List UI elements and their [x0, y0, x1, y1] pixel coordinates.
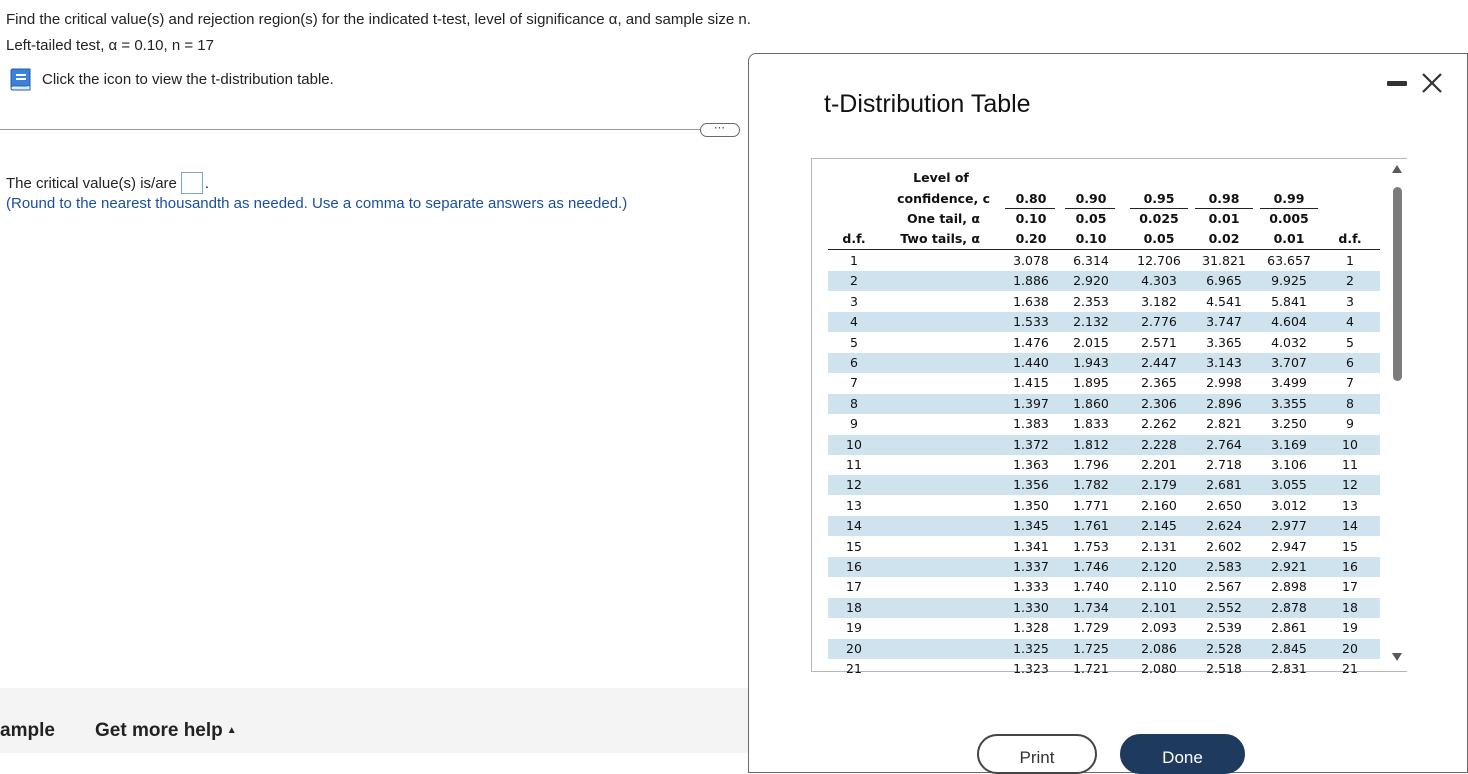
t-value-cell: 2.681 [1206, 477, 1242, 493]
df-cell: 18 [846, 599, 862, 615]
t-table [812, 159, 1388, 676]
t-value-cell: 2.179 [1141, 477, 1177, 493]
t-value-cell: 31.821 [1202, 253, 1246, 268]
t-value-cell: 2.571 [1141, 334, 1177, 350]
t-value-cell: 1.363 [1013, 457, 1049, 472]
t-value-cell: 2.539 [1206, 620, 1242, 636]
question-text: Find the critical value(s) and rejection region(s) for the indicated t-test, level of significance α, and sample size n. [6, 11, 751, 28]
table-row [828, 598, 1380, 618]
t-value-cell: 1.397 [1013, 395, 1049, 411]
t-value-cell: 2.650 [1206, 497, 1242, 513]
t-value-cell: 1.771 [1073, 497, 1109, 513]
two-tails-label: Two tails, α [900, 231, 980, 246]
t-value-cell: 1.796 [1073, 457, 1109, 472]
dialog-title: t-Distribution Table [824, 90, 1031, 118]
table-row [828, 557, 1380, 577]
t-value-cell: 1.341 [1013, 538, 1049, 554]
t-value-cell: 1.476 [1013, 334, 1049, 350]
t-value-cell: 3.012 [1271, 497, 1307, 513]
table-row [828, 516, 1380, 536]
df-cell: 14 [846, 518, 862, 534]
t-value-cell: 1.328 [1013, 620, 1049, 636]
df-cell: 9 [1346, 416, 1354, 432]
t-value-cell: 2.624 [1206, 518, 1242, 534]
df-cell: 17 [1342, 579, 1358, 595]
df-cell: 7 [850, 375, 858, 391]
df-cell: 13 [1342, 497, 1358, 513]
t-value-cell: 3.143 [1206, 355, 1242, 370]
t-value-cell: 2.518 [1206, 661, 1242, 676]
table-row [828, 312, 1380, 332]
caret-up-icon: ▲ [226, 725, 237, 737]
df-cell: 12 [846, 477, 862, 493]
t-value-cell: 1.333 [1013, 579, 1049, 595]
t-value-cell: 2.583 [1206, 559, 1242, 574]
t-value-cell: 2.776 [1141, 314, 1177, 330]
done-button[interactable]: Done [1120, 734, 1245, 774]
df-cell: 2 [850, 273, 858, 289]
df-cell: 5 [850, 334, 858, 350]
t-value-cell: 1.740 [1073, 579, 1109, 595]
df-cell: 13 [846, 497, 862, 513]
df-cell: 6 [1346, 355, 1354, 370]
table-row [828, 639, 1380, 659]
t-value-cell: 2.567 [1206, 579, 1242, 595]
level-label-2: confidence, c [897, 191, 990, 206]
t-value-cell: 1.372 [1013, 436, 1049, 452]
df-cell: 4 [1346, 314, 1354, 330]
t-value-cell: 1.383 [1013, 416, 1049, 432]
df-cell: 15 [1342, 538, 1358, 554]
t-table-link[interactable] [8, 67, 334, 91]
answer-period: . [204, 174, 210, 192]
scrollbar-thumb[interactable] [1393, 187, 1402, 381]
t-value-cell: 1.325 [1013, 640, 1049, 656]
t-value-cell: 2.120 [1141, 559, 1177, 574]
conf-header: 0.98 [1208, 191, 1240, 206]
table-row [828, 435, 1380, 455]
df-cell: 4 [850, 314, 858, 330]
one-tail-label: One tail, α [906, 211, 980, 226]
df-cell: 11 [1342, 457, 1358, 472]
two-tails-header: 0.01 [1273, 231, 1305, 246]
t-value-cell: 2.101 [1141, 599, 1177, 615]
df-cell: 10 [846, 436, 862, 452]
t-value-cell: 2.920 [1073, 273, 1109, 289]
t-value-cell: 3.250 [1271, 416, 1307, 432]
df-cell: 21 [846, 661, 862, 676]
t-value-cell: 2.552 [1206, 599, 1242, 615]
df-cell: 20 [1342, 640, 1358, 656]
t-value-cell: 2.528 [1206, 640, 1242, 656]
table-row [828, 333, 1380, 353]
t-value-cell: 2.602 [1206, 538, 1242, 554]
t-value-cell: 1.746 [1073, 559, 1109, 574]
table-row [828, 577, 1380, 597]
t-value-cell: 2.845 [1271, 640, 1307, 656]
t-value-cell: 2.015 [1073, 334, 1109, 350]
two-tails-header: 0.02 [1208, 231, 1240, 246]
answer-input[interactable] [181, 172, 203, 194]
question-subtext: Left-tailed test, α = 0.10, n = 17 [6, 37, 214, 54]
conf-header: 0.90 [1075, 191, 1107, 206]
t-value-cell: 3.499 [1271, 375, 1307, 391]
df-header-left: d.f. [842, 231, 866, 246]
t-table-link-label[interactable]: Click the icon to view the t-distribution table. [42, 70, 334, 88]
t-value-cell: 1.533 [1013, 314, 1049, 330]
header-rule [1195, 208, 1253, 209]
t-value-cell: 2.861 [1271, 620, 1307, 636]
t-value-cell: 1.812 [1073, 436, 1109, 452]
t-value-cell: 1.350 [1013, 497, 1049, 513]
table-row [828, 537, 1380, 557]
t-value-cell: 2.447 [1141, 355, 1177, 370]
one-tail-header: 0.10 [1015, 211, 1047, 226]
t-value-cell: 1.753 [1073, 538, 1109, 554]
level-label-1: Level of [913, 170, 969, 185]
t-value-cell: 1.415 [1013, 375, 1049, 391]
table-row [828, 659, 1380, 679]
t-value-cell: 9.925 [1271, 273, 1307, 289]
table-row [828, 414, 1380, 434]
t-value-cell: 2.228 [1141, 436, 1177, 452]
df-cell: 16 [1342, 559, 1358, 574]
t-value-cell: 2.921 [1271, 559, 1307, 574]
header-rule [1005, 208, 1055, 209]
t-value-cell: 2.086 [1141, 640, 1177, 656]
df-cell: 9 [850, 416, 858, 432]
table-scrollbar[interactable] [1388, 159, 1407, 671]
t-value-cell: 1.782 [1073, 477, 1109, 493]
t-value-cell: 2.831 [1271, 661, 1307, 676]
t-value-cell: 6.314 [1073, 253, 1109, 268]
t-value-cell: 1.721 [1073, 661, 1109, 676]
t-value-cell: 2.898 [1271, 579, 1307, 595]
table-row [828, 373, 1380, 393]
t-value-cell: 2.262 [1141, 416, 1177, 432]
df-cell: 3 [1346, 293, 1354, 309]
t-value-cell: 3.106 [1271, 457, 1307, 472]
t-value-cell: 2.365 [1141, 375, 1177, 391]
book-icon[interactable] [8, 67, 34, 91]
t-table-viewport[interactable] [811, 158, 1407, 676]
df-cell: 17 [846, 579, 862, 595]
df-cell: 10 [1342, 436, 1358, 452]
t-value-cell: 2.821 [1206, 416, 1242, 432]
one-tail-header: 0.005 [1269, 211, 1309, 226]
t-value-cell: 2.764 [1206, 436, 1242, 452]
t-value-cell: 2.110 [1141, 579, 1177, 595]
df-cell: 3 [850, 293, 858, 309]
t-value-cell: 1.323 [1013, 661, 1049, 676]
t-value-cell: 1.729 [1073, 620, 1109, 636]
header-rule [1130, 208, 1188, 209]
df-cell: 6 [850, 355, 858, 370]
t-value-cell: 2.080 [1141, 661, 1177, 676]
t-value-cell: 1.761 [1073, 518, 1109, 534]
t-value-cell: 2.306 [1141, 395, 1177, 411]
t-value-cell: 3.747 [1206, 314, 1242, 330]
table-row [828, 271, 1380, 291]
table-row [828, 496, 1380, 516]
df-cell: 15 [846, 538, 862, 554]
header-rule [1065, 208, 1115, 209]
one-tail-header: 0.05 [1075, 211, 1107, 226]
t-value-cell: 2.093 [1141, 620, 1177, 636]
get-more-help-button[interactable] [95, 720, 237, 742]
t-value-cell: 1.337 [1013, 559, 1049, 574]
df-cell: 19 [1342, 620, 1358, 636]
t-value-cell: 63.657 [1267, 253, 1311, 268]
df-cell: 11 [846, 457, 862, 472]
t-value-cell: 1.725 [1073, 640, 1109, 656]
t-value-cell: 1.345 [1013, 518, 1049, 534]
df-cell: 5 [1346, 334, 1354, 350]
t-value-cell: 4.303 [1141, 273, 1177, 289]
print-button[interactable]: Print [977, 734, 1097, 774]
df-cell: 14 [1342, 518, 1358, 534]
t-value-cell: 1.356 [1013, 477, 1049, 493]
header-bottom-rule [828, 249, 1380, 250]
table-row [828, 292, 1380, 312]
t-value-cell: 4.032 [1271, 334, 1307, 350]
one-tail-header: 0.01 [1208, 211, 1240, 226]
get-more-help-label[interactable]: Get more help [95, 720, 223, 741]
two-tails-header: 0.20 [1015, 231, 1047, 246]
scroll-up-arrow-icon[interactable] [1392, 165, 1402, 173]
t-value-cell: 1.860 [1073, 395, 1109, 411]
t-value-cell: 2.947 [1271, 538, 1307, 554]
t-value-cell: 2.977 [1271, 518, 1307, 534]
answer-hint: (Round to the nearest thousandth as needed. Use a comma to separate answers as needed.) [6, 195, 628, 212]
t-value-cell: 2.878 [1271, 599, 1307, 615]
t-distribution-dialog [748, 53, 1468, 773]
t-value-cell: 3.355 [1271, 395, 1307, 411]
table-row [828, 618, 1380, 638]
df-cell: 2 [1346, 273, 1354, 289]
conf-header: 0.95 [1143, 191, 1175, 206]
t-value-cell: 1.895 [1073, 375, 1109, 391]
two-tails-header: 0.10 [1075, 231, 1107, 246]
t-value-cell: 2.998 [1206, 375, 1242, 391]
conf-header: 0.80 [1015, 191, 1047, 206]
minimize-icon[interactable] [1387, 81, 1407, 86]
table-row [828, 455, 1380, 475]
t-value-cell: 2.131 [1141, 538, 1177, 554]
df-cell: 7 [1346, 375, 1354, 391]
t-value-cell: 4.604 [1271, 314, 1307, 330]
conf-header: 0.99 [1273, 191, 1305, 206]
df-header-right: d.f. [1338, 231, 1362, 246]
t-value-cell: 2.160 [1141, 497, 1177, 513]
t-value-cell: 2.718 [1206, 457, 1242, 472]
t-value-cell: 1.943 [1073, 355, 1109, 370]
scroll-down-arrow-icon[interactable] [1392, 653, 1402, 661]
df-cell: 19 [846, 620, 862, 636]
one-tail-header: 0.025 [1139, 211, 1179, 226]
df-cell: 8 [1346, 395, 1354, 411]
df-cell: 18 [1342, 599, 1358, 615]
df-cell: 1 [850, 253, 858, 268]
t-value-cell: 3.707 [1271, 355, 1307, 370]
t-value-cell: 2.145 [1141, 518, 1177, 534]
t-value-cell: 3.365 [1206, 334, 1242, 350]
table-row [828, 251, 1380, 271]
header-rule [1260, 208, 1318, 209]
t-value-cell: 5.841 [1271, 293, 1307, 309]
t-value-cell: 1.734 [1073, 599, 1109, 615]
example-button[interactable]: ample [0, 720, 55, 741]
t-value-cell: 1.833 [1073, 416, 1109, 432]
table-row [828, 353, 1380, 373]
t-value-cell: 3.055 [1271, 477, 1307, 493]
t-value-cell: 3.078 [1013, 253, 1049, 268]
df-cell: 8 [850, 395, 858, 411]
close-icon[interactable] [1421, 72, 1443, 94]
t-value-cell: 1.440 [1013, 355, 1049, 370]
two-tails-header: 0.05 [1143, 231, 1175, 246]
t-value-cell: 1.638 [1013, 293, 1049, 309]
answer-label: The critical value(s) is/are [6, 174, 177, 192]
t-value-cell: 3.182 [1141, 293, 1177, 309]
t-value-cell: 2.896 [1206, 395, 1242, 411]
t-value-cell: 1.886 [1013, 273, 1049, 289]
t-value-cell: 2.353 [1073, 293, 1109, 309]
answer-line [6, 172, 209, 194]
divider [0, 129, 740, 130]
df-cell: 16 [846, 559, 862, 574]
t-value-cell: 1.330 [1013, 599, 1049, 615]
df-cell: 1 [1346, 253, 1354, 268]
df-cell: 20 [846, 640, 862, 656]
df-cell: 12 [1342, 477, 1358, 493]
t-value-cell: 2.132 [1073, 314, 1109, 330]
t-value-cell: 2.201 [1141, 457, 1177, 472]
t-value-cell: 12.706 [1137, 253, 1181, 268]
df-cell: 21 [1342, 661, 1358, 676]
t-value-cell: 6.965 [1206, 273, 1242, 289]
table-row [828, 475, 1380, 495]
t-value-cell: 3.169 [1271, 436, 1307, 452]
more-button[interactable]: ⋯ [700, 123, 740, 137]
table-row [828, 394, 1380, 414]
t-value-cell: 4.541 [1206, 293, 1242, 309]
